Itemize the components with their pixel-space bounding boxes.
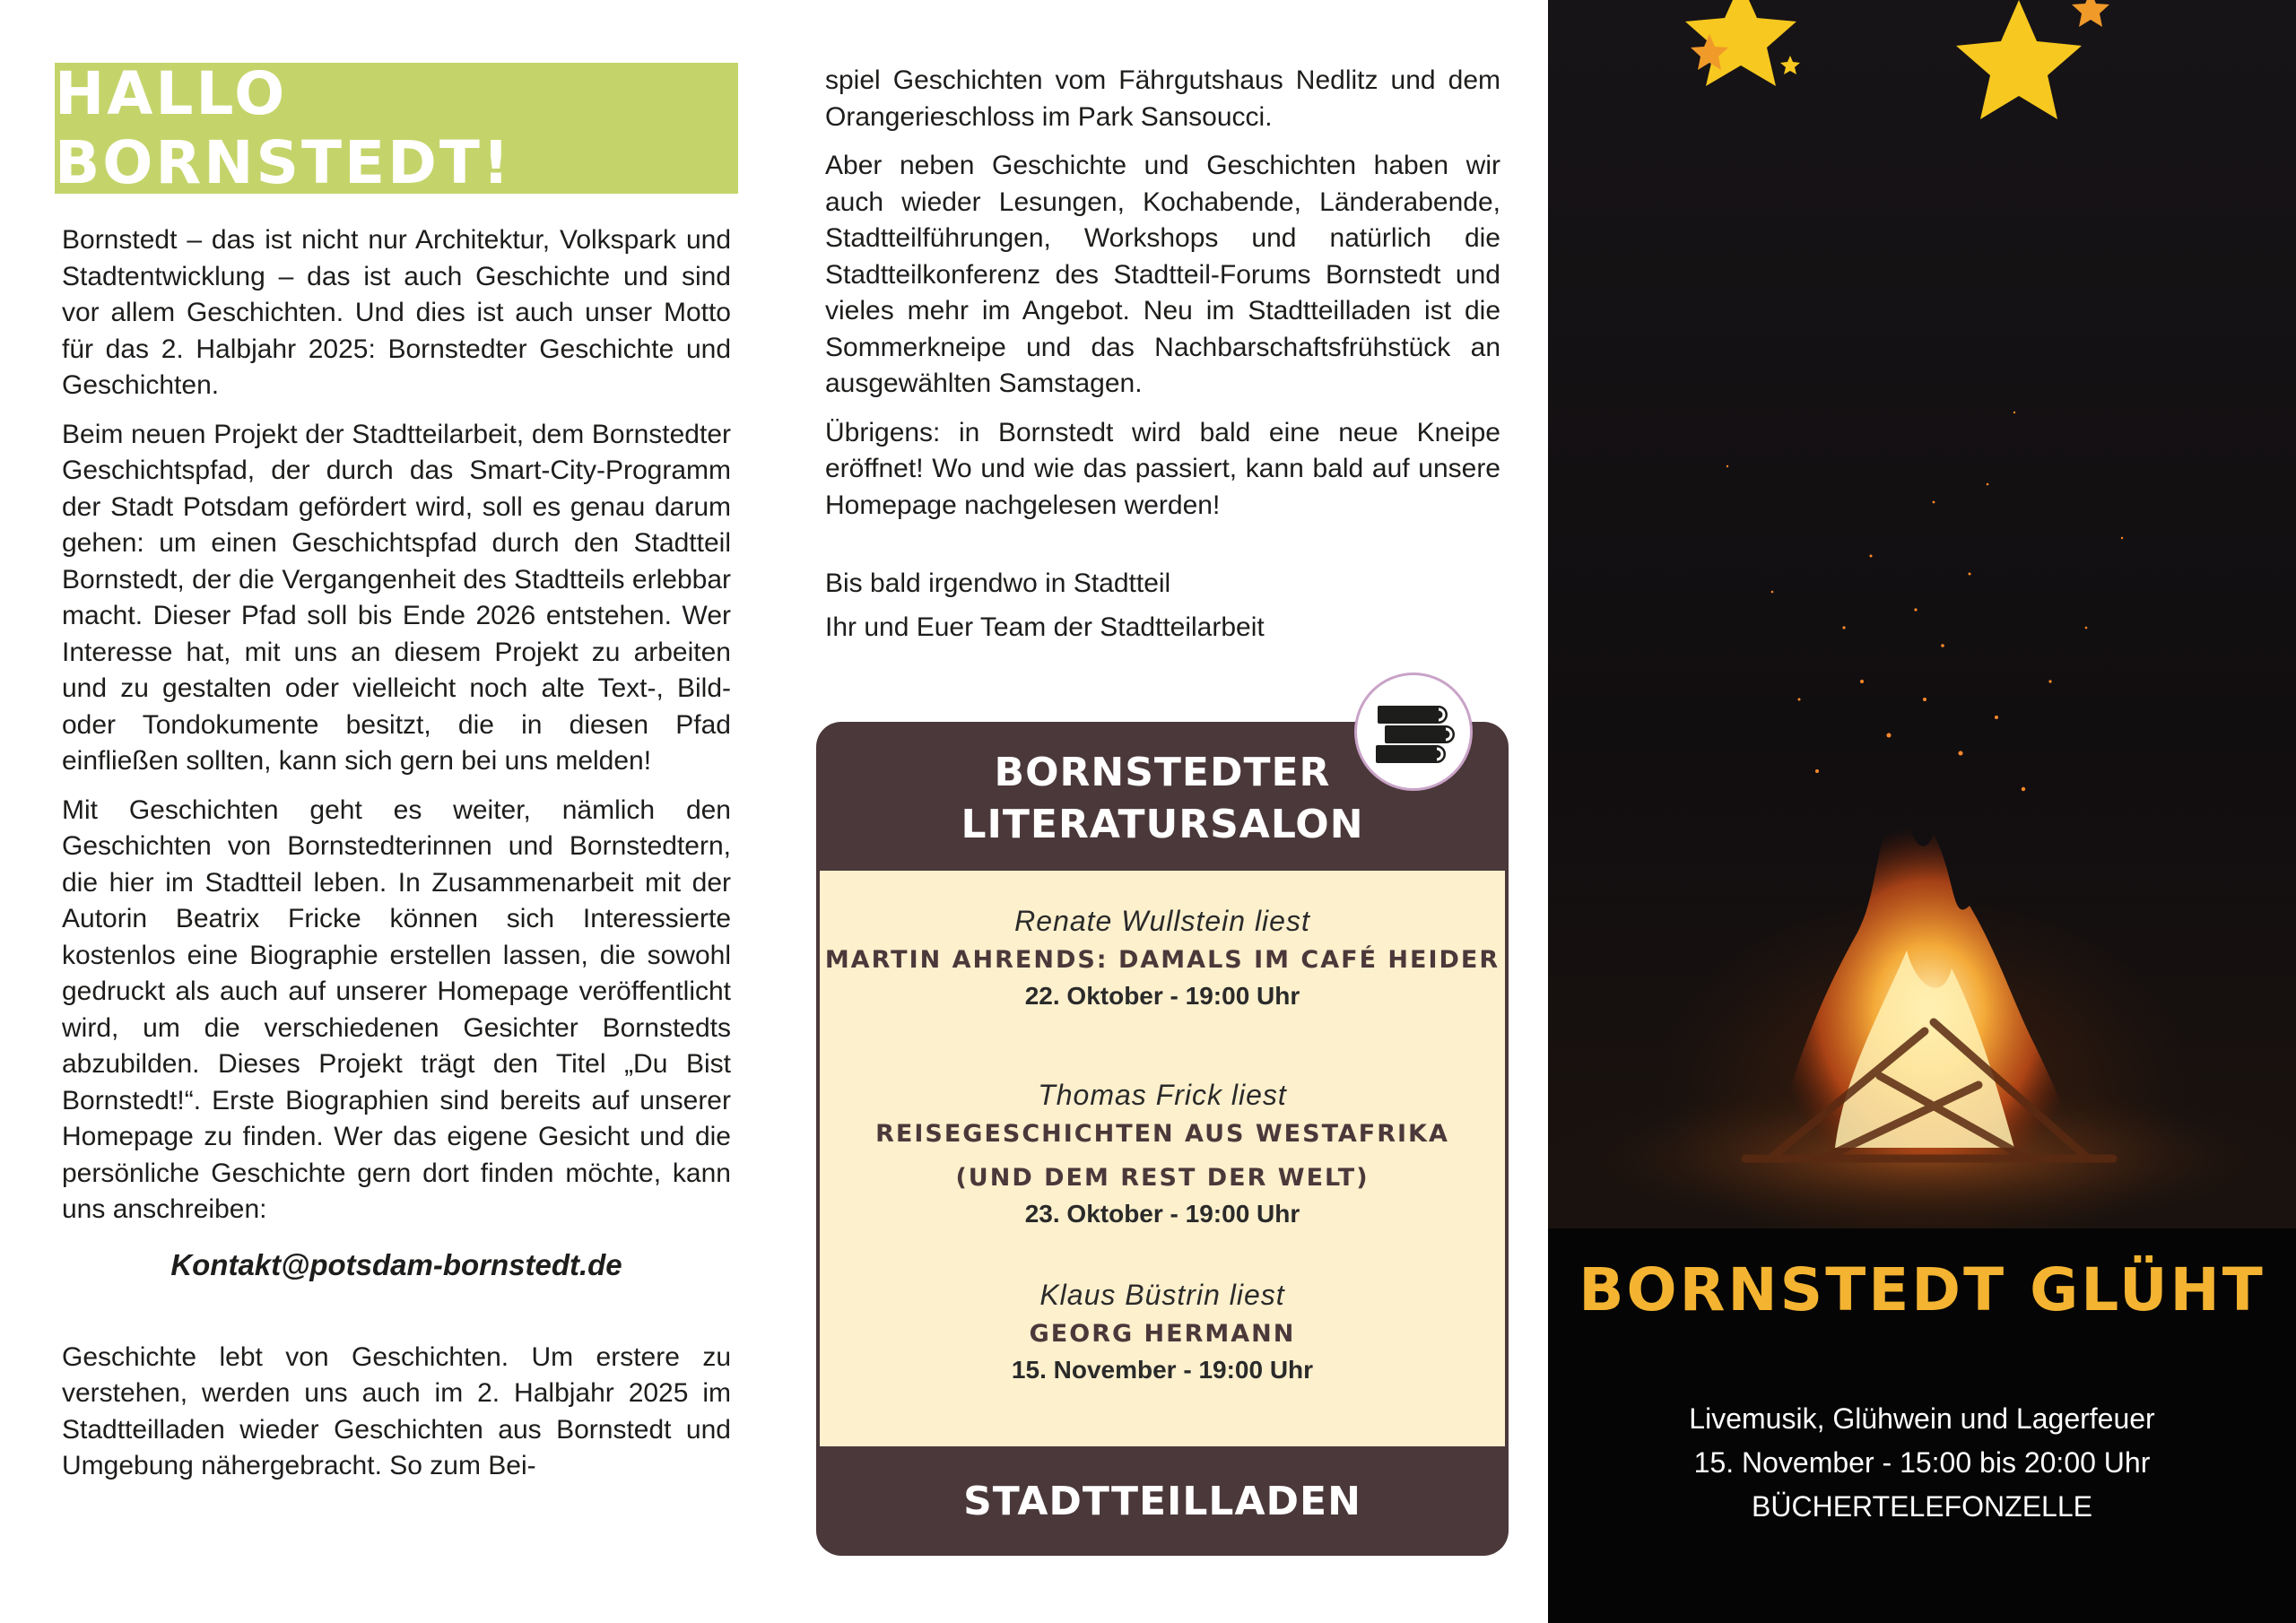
hello-heading: HALLO BORNSTEDT! xyxy=(55,59,513,197)
literatursalon-box xyxy=(816,722,1509,1556)
glueht-line-1: Livemusik, Glühwein und Lagerfeuer xyxy=(1689,1402,2155,1435)
geschichte-paragraph: Geschichte lebt von Geschichten. Um erstere zu verstehen, werden uns auch im 2. Halbjahr 2025 im Stadtteilladen wieder Geschichten aus Bornstedt und Umgebung nähergebracht. So zum Bei- xyxy=(62,1341,731,1480)
angebot-paragraph: Aber neben Geschichte und Geschichten haben wir auch wieder Lesungen, Kochabende, Länderabende, Stadtteilführungen, Workshops und natürlich die Stadtteilkonferenz des Stadtteil-Forums Bornstedt und vieles mehr im Angebot. Neu im Stadtteilladen ist die Sommerkneipe und das Nachbarschaftsfrühstück an ausgewählten Samstagen. xyxy=(825,151,1500,398)
event-reader: Thomas Frick liest xyxy=(1038,1079,1287,1111)
biographie-paragraph: Mit Geschichten geht es weiter, nämlich den Geschichten von Bornstedterinnen und Bornstedtern, die hier im Stadtteil leben. In Zusammenarbeit mit der Autorin Beatrix Fricke können sich Interessierte kostenlos eine Biographie erstellen lassen, die sowohl gedruckt als auch auf unserer Homepage veröffentlicht wird, um die verschiedenen Gesichter Bornstedts abzubilden. Dieses Projekt trägt den Titel „Du Bist Bornstedt!“. Erste Biographien sind bereits auf unserer Homepage zu finden. Wer das eigene Gesicht und die persönliche Geschichte gern dort finden möchte, kann uns anschreiben: xyxy=(62,794,731,1224)
signoff-line-1: Bis bald irgendwo in Stadtteil xyxy=(825,568,1171,598)
contact-email-link[interactable]: Kontakt@potsdam-bornstedt.de xyxy=(170,1247,622,1281)
literatursalon-title-line-2: LITERATURSALON xyxy=(961,802,1364,847)
event-title: REISEGESCHICHTEN AUS WESTAFRIKA xyxy=(875,1120,1449,1148)
event-reader: Klaus Büstrin liest xyxy=(1039,1279,1285,1311)
event-item xyxy=(820,1079,1505,1228)
continuation-column xyxy=(825,63,1500,649)
glueht-column xyxy=(1548,0,2296,1623)
hello-banner xyxy=(55,59,738,197)
event-item xyxy=(820,905,1505,1011)
event-date: 15. November - 19:00 Uhr xyxy=(1011,1356,1314,1384)
glueht-details xyxy=(1548,1397,2296,1529)
intro-body xyxy=(62,222,731,1497)
continued-paragraph: spiel Geschichten vom Fährgutshaus Nedlitz und dem Orangerieschloss im Park Sansoucci. xyxy=(825,65,1500,132)
event-reader: Renate Wullstein liest xyxy=(1014,905,1310,937)
intro-paragraph: Bornstedt – das ist nicht nur Architektur, Volkspark und Stadtentwicklung – das ist auch Geschichte und sind vor allem Geschichten. Und dies ist auch unser Motto für das 2. Halbjahr 2025: Bornstedter Geschichte und Geschichten. xyxy=(62,225,731,400)
geschichtspfad-paragraph: Beim neuen Projekt der Stadtteilarbeit, dem Bornstedter Geschichtspfad, der durch das Smart-City-Programm der Stadt Potsdam gefördert wird, soll es genau darum gehen: um einen Geschichtspfad durch den Stadtteil Bornstedt, der die Vergangenheit des Stadtteils erlebbar macht. Dieser Pfad soll bis Ende 2026 entstehen. Wer Interesse hat, mit uns an diesem Projekt zu arbeiten und zu gestalten oder vielleicht noch alte Text-, Bild- oder Tondokumente besitzt, die in diesen Pfad einfließen sollten, kann sich gern bei uns melden! xyxy=(62,419,731,776)
literatursalon-footer xyxy=(816,1446,1509,1556)
campfire-illustration xyxy=(1548,0,2296,1228)
campfire-photo xyxy=(1548,0,2296,1228)
intro-column xyxy=(55,59,738,1480)
glueht-line-2: 15. November - 15:00 bis 20:00 Uhr xyxy=(1693,1446,2151,1479)
event-title: MARTIN AHRENDS: DAMALS IM CAFÉ HEIDER xyxy=(824,946,1500,974)
event-date: 23. Oktober - 19:00 Uhr xyxy=(1024,1200,1300,1228)
glueht-title: BORNSTEDT GLÜHT xyxy=(1578,1255,2266,1324)
event-title-continued: (UND DEM REST DER WELT) xyxy=(955,1164,1370,1192)
signoff-line-2: Ihr und Euer Team der Stadtteilarbeit xyxy=(825,612,1265,642)
stars-decoration xyxy=(1685,0,2109,119)
books-icon xyxy=(1370,697,1457,767)
literatursalon-events xyxy=(820,871,1505,1446)
event-item xyxy=(820,1279,1505,1384)
event-title: GEORG HERMANN xyxy=(1029,1320,1296,1348)
books-badge xyxy=(1354,673,1473,791)
glueht-line-3: BÜCHERTELEFONZELLE xyxy=(1752,1490,2092,1523)
literatursalon-title-line-1: BORNSTEDTER xyxy=(994,750,1331,795)
location-label: STADTTEILLADEN xyxy=(963,1478,1361,1524)
kneipe-paragraph: Übrigens: in Bornstedt wird bald eine neue Kneipe eröffnet! Wo und wie das passiert, kann bald auf unsere Homepage nachgelesen werden! xyxy=(825,417,1500,520)
event-date: 22. Oktober - 19:00 Uhr xyxy=(1024,982,1300,1010)
signoff xyxy=(825,561,1500,649)
